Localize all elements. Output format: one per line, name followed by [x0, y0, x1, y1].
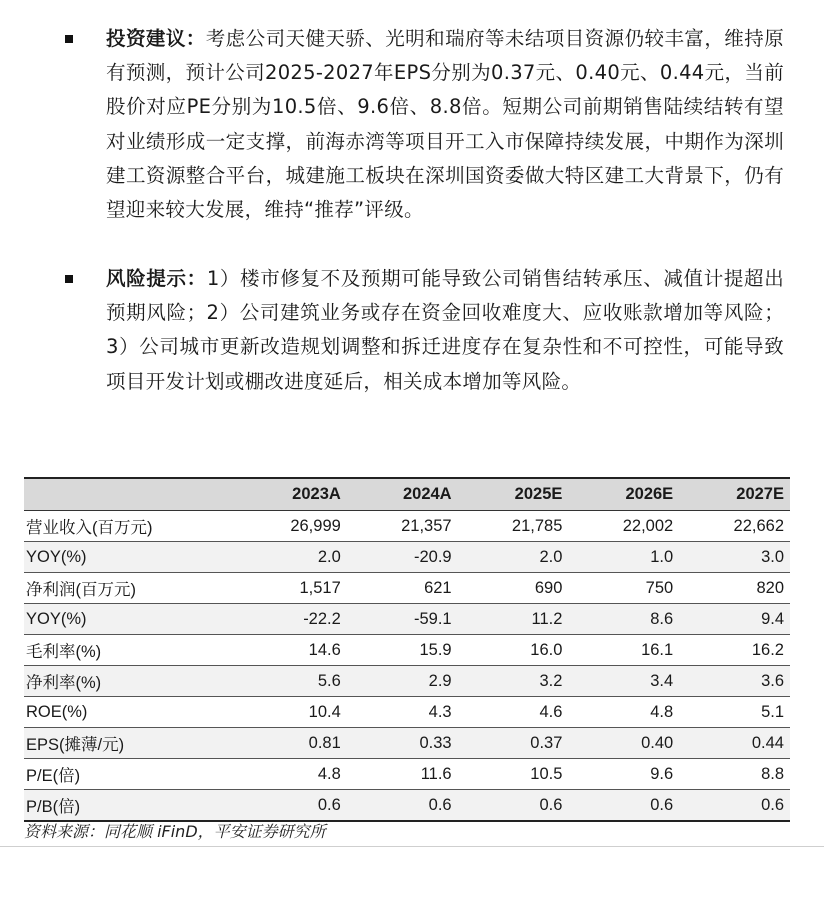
table-cell: 10.5 [458, 759, 569, 790]
table-row [24, 697, 790, 728]
row-label: 毛利率(%) [24, 635, 236, 666]
table-cell: 16.0 [458, 635, 569, 666]
source-note: 资料来源：同花顺 iFinD，平安证券研究所 [24, 822, 326, 841]
table-cell: 2.0 [236, 542, 347, 573]
investment-advice-section [60, 22, 784, 227]
table-cell: 3.6 [679, 666, 790, 697]
row-label: YOY(%) [24, 542, 236, 573]
investment-advice-label: 投资建议： [106, 27, 206, 50]
year-header: 2023A [236, 478, 347, 511]
table-cell: 22,002 [568, 511, 679, 542]
table-cell: 4.3 [347, 697, 458, 728]
table-cell: 11.6 [347, 759, 458, 790]
table-cell: 3.4 [568, 666, 679, 697]
table-cell: 21,357 [347, 511, 458, 542]
table-cell: 1.0 [568, 542, 679, 573]
table-header-row [24, 478, 790, 511]
risk-warning-section [60, 262, 784, 399]
table-cell: 0.81 [236, 728, 347, 759]
table-corner-cell [24, 478, 236, 511]
table-cell: 0.6 [347, 790, 458, 822]
table-cell: 9.6 [568, 759, 679, 790]
year-header: 2026E [568, 478, 679, 511]
table-cell: 16.2 [679, 635, 790, 666]
table-cell: 5.1 [679, 697, 790, 728]
table-cell: 22,662 [679, 511, 790, 542]
risk-warning-text: 1）楼市修复不及预期可能导致公司销售结转承压、减值计提超出预期风险；2）公司建筑业务或存在资金回收难度大、应收账款增加等风险；3）公司城市更新改造规划调整和拆迁进度存在复杂性和不可控性，可能导致项目开发计划或棚改进度延后，相关成本增加等风险。 [106, 267, 784, 393]
table-cell: 0.6 [236, 790, 347, 822]
table-cell: 26,999 [236, 511, 347, 542]
row-label: EPS(摊薄/元) [24, 728, 236, 759]
table-row [24, 759, 790, 790]
table-cell: 3.2 [458, 666, 569, 697]
financial-forecast-table [24, 477, 790, 822]
row-label: 净利率(%) [24, 666, 236, 697]
investment-advice-paragraph [60, 22, 784, 227]
table-row [24, 790, 790, 822]
table-cell: 621 [347, 573, 458, 604]
table-cell: 9.4 [679, 604, 790, 635]
table-row [24, 573, 790, 604]
risk-warning-label: 风险提示： [106, 267, 207, 290]
bottom-divider [0, 846, 824, 847]
bullet-square-icon [65, 275, 73, 283]
table-row [24, 511, 790, 542]
table-cell: 0.6 [679, 790, 790, 822]
row-label: 营业收入(百万元) [24, 511, 236, 542]
table-row [24, 604, 790, 635]
year-header: 2024A [347, 478, 458, 511]
table-cell: 0.6 [458, 790, 569, 822]
table-cell: 15.9 [347, 635, 458, 666]
table-cell: 16.1 [568, 635, 679, 666]
table-cell: 820 [679, 573, 790, 604]
table-cell: 8.6 [568, 604, 679, 635]
table-cell: 4.8 [236, 759, 347, 790]
row-label: P/B(倍) [24, 790, 236, 822]
row-label: YOY(%) [24, 604, 236, 635]
table-row [24, 542, 790, 573]
table-row [24, 666, 790, 697]
table-cell: 5.6 [236, 666, 347, 697]
table-cell: 21,785 [458, 511, 569, 542]
row-label: ROE(%) [24, 697, 236, 728]
table-cell: 0.44 [679, 728, 790, 759]
table-cell: 1,517 [236, 573, 347, 604]
table-cell: -20.9 [347, 542, 458, 573]
table-cell: 690 [458, 573, 569, 604]
year-header: 2027E [679, 478, 790, 511]
year-header: 2025E [458, 478, 569, 511]
table-cell: 0.37 [458, 728, 569, 759]
table-cell: 2.0 [458, 542, 569, 573]
table-cell: 14.6 [236, 635, 347, 666]
table-cell: 11.2 [458, 604, 569, 635]
table-row [24, 635, 790, 666]
row-label: P/E(倍) [24, 759, 236, 790]
table-cell: 0.6 [568, 790, 679, 822]
table-row [24, 728, 790, 759]
table-cell: 4.6 [458, 697, 569, 728]
table-cell: 8.8 [679, 759, 790, 790]
table-cell: 4.8 [568, 697, 679, 728]
table-cell: 0.40 [568, 728, 679, 759]
table-cell: 750 [568, 573, 679, 604]
table-body [24, 511, 790, 822]
table-cell: 0.33 [347, 728, 458, 759]
row-label: 净利润(百万元) [24, 573, 236, 604]
table-cell: 3.0 [679, 542, 790, 573]
risk-warning-paragraph [60, 262, 784, 399]
bullet-square-icon [65, 35, 73, 43]
table-cell: 2.9 [347, 666, 458, 697]
investment-advice-text: 考虑公司天健天骄、光明和瑞府等未结项目资源仍较丰富，维持原有预测，预计公司2025-2027年EPS分别为0.37元、0.40元、0.44元，当前股价对应PE分别为10.5倍、9.6倍、8.8倍。短期公司前期销售陆续结转有望对业绩形成一定支撑，前海赤湾等项目开工入市保障持续发展，中期作为深圳建工资源整合平台，城建施工板块在深圳国资委做大特区建工大背景下，仍有望迎来较大发展，维持“推荐”评级。 [106, 27, 784, 222]
table-cell: -22.2 [236, 604, 347, 635]
table-cell: -59.1 [347, 604, 458, 635]
table-cell: 10.4 [236, 697, 347, 728]
